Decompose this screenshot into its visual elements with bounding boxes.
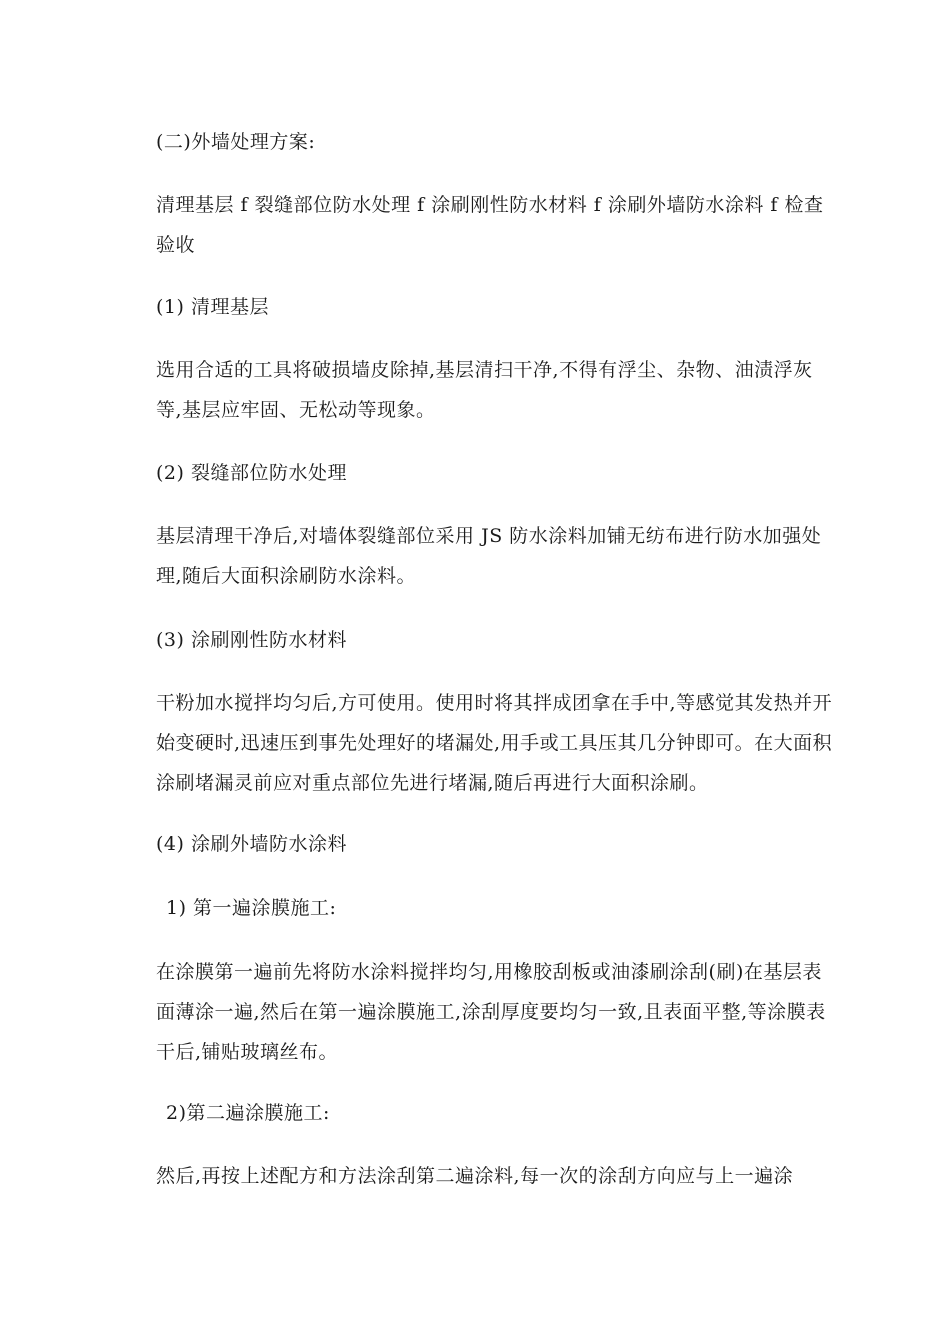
section-title: (二)外墙处理方案:: [156, 131, 316, 153]
step3-body: 干粉加水搅拌均匀后,方可使用。使用时将其拌成团拿在手中,等感觉其发热并开始变硬时,迅速压到事先处理好的堵漏处,用手或工具压其几分钟即可。在大面积涂刷堵漏灵前应对重点部位先进行堵漏,随后再进行大面积涂刷。: [156, 692, 833, 794]
sub1-title: 1) 第一遍涂膜施工:: [166, 897, 337, 919]
step1-body: 选用合适的工具将破损墙皮除掉,基层清扫干净,不得有浮尘、杂物、油渍浮灰等,基层应牢固、无松动等现象。: [156, 359, 813, 421]
sub2-title: 2)第二遍涂膜施工:: [166, 1102, 330, 1124]
step4-title: (4) 涂刷外墙防水涂料: [156, 833, 347, 855]
step2-title: (2) 裂缝部位防水处理: [156, 462, 347, 484]
sub1-body: 在涂膜第一遍前先将防水涂料搅拌均匀,用橡胶刮板或油漆刷涂刮(刷)在基层表面薄涂一遍,然后在第一遍涂膜施工,涂刮厚度要均匀一致,且表面平整,等涂膜表干后,铺贴玻璃丝布。: [156, 961, 826, 1063]
step2-body: 基层清理干净后,对墙体裂缝部位采用 JS 防水涂料加铺无纺布进行防水加强处理,随后大面积涂刷防水涂料。: [156, 525, 822, 587]
process-flow: 清理基层 f 裂缝部位防水处理 f 涂刷刚性防水材料 f 涂刷外墙防水涂料 f 检查验收: [156, 194, 824, 256]
sub2-body: 然后,再按上述配方和方法涂刮第二遍涂料,每一次的涂刮方向应与上一遍涂: [156, 1165, 794, 1187]
step3-title: (3) 涂刷刚性防水材料: [156, 629, 347, 651]
step1-title: (1) 清理基层: [156, 296, 269, 318]
